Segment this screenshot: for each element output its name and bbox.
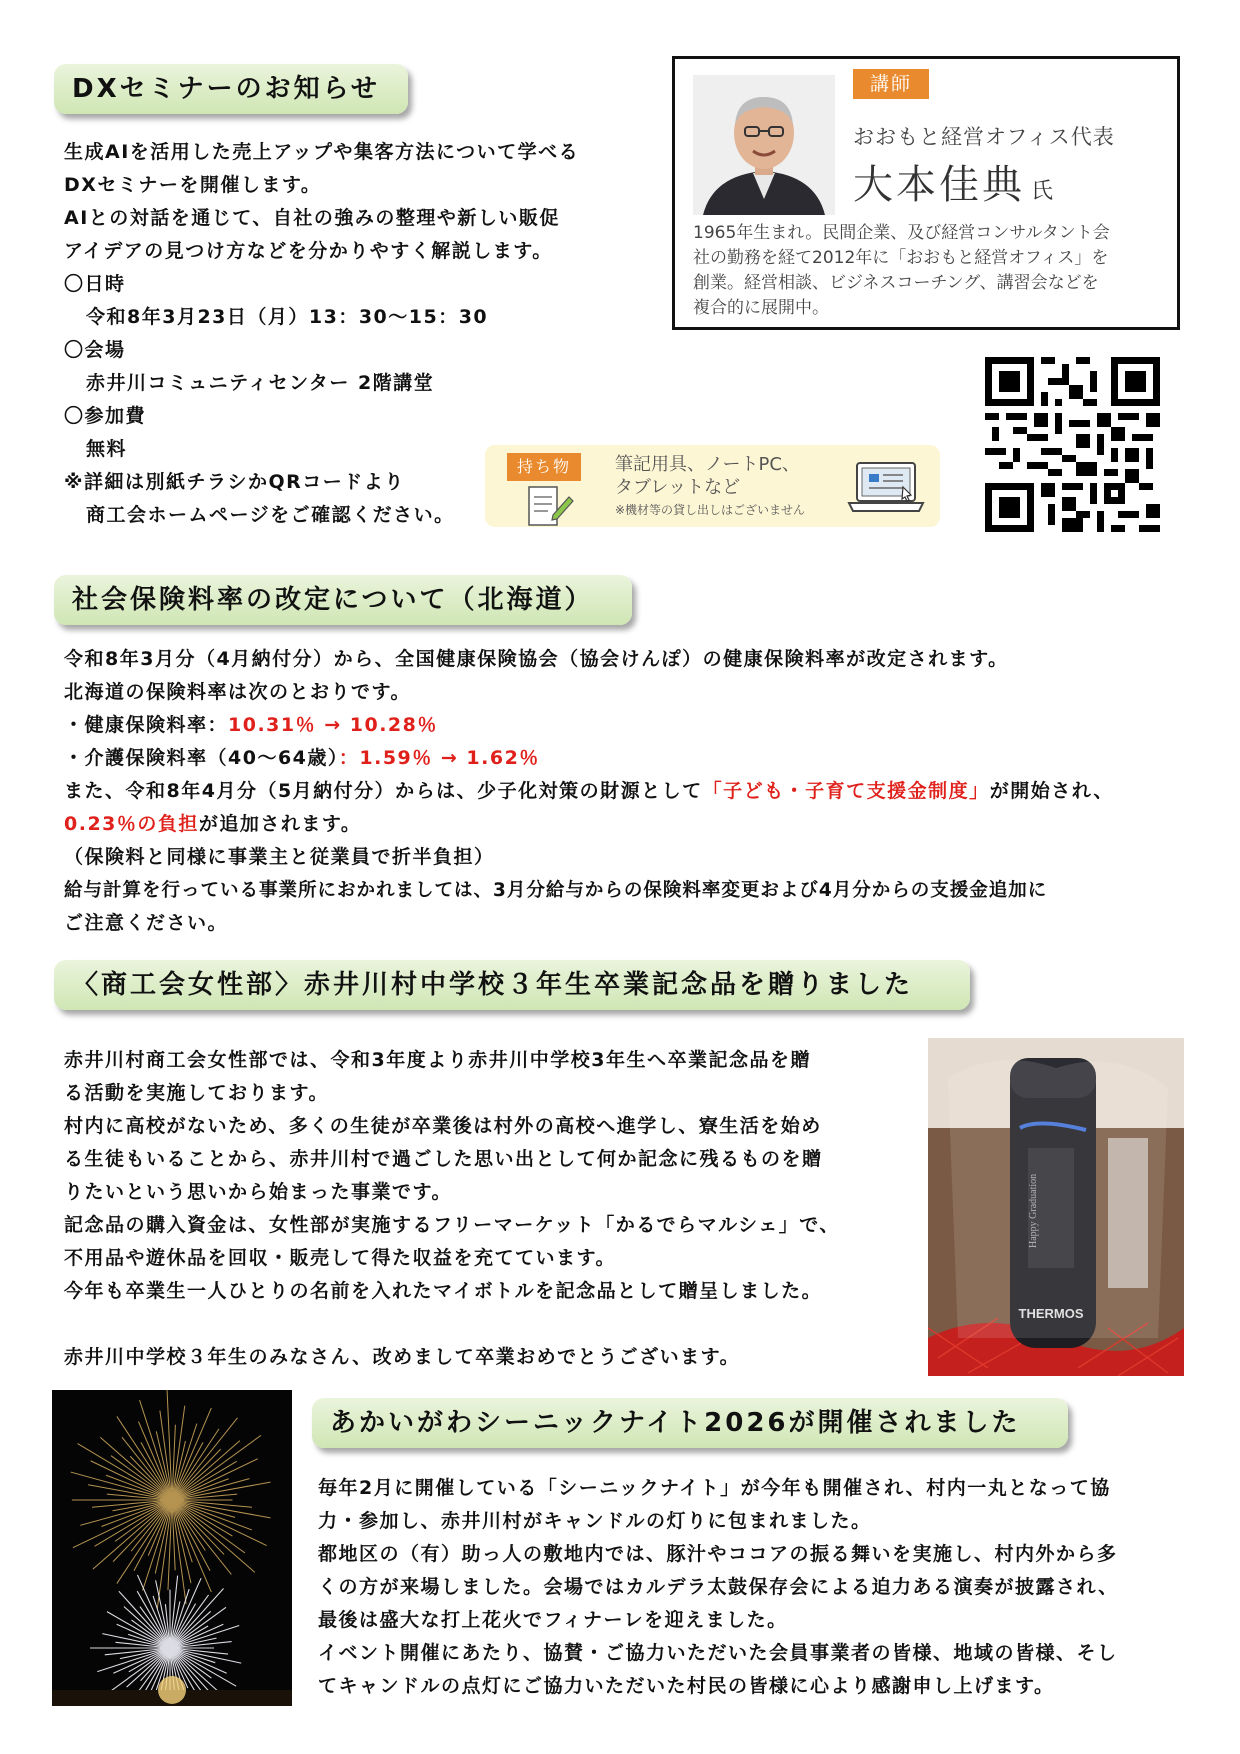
lecturer-bio [693,221,1171,321]
scenic-line: 毎年2月に開催している「シーニックナイト」が今年も開催され、村内一丸となって協 [318,1477,1111,1499]
bottle-photo [928,1038,1184,1376]
scenic-line: イベント開催にあたり、協賛・ご協力いただいた会員事業者の皆様、地域の皆様、そし [318,1642,1118,1664]
scenic-section-title: あかいがわシーニックナイト2026が開催されました [312,1398,1068,1448]
dx-note: 商工会ホームページをご確認ください。 [86,504,455,526]
women-line: る生徒もいることから、赤井川村で過ごした思い出として何か記念に残るものを贈 [64,1148,823,1170]
women-line: 記念品の購入資金は、女性部が実施するフリーマーケット「かるでらマルシェ」で、 [64,1214,840,1236]
insurance-line [64,808,1114,841]
bottle-engraving: Happy Graduation [1028,1173,1039,1248]
scenic-line: くの方が来場しました。会場ではカルデラ太鼓保存会による迫力ある演奏が披露され、 [318,1576,1119,1598]
women-line: 村内に高校がないため、多くの生徒が卒業後は村外の高校へ進学し、寮生活を始め [64,1115,822,1137]
bottle-brand: THERMOS [1018,1306,1084,1321]
insurance-text: また、令和8年4月分（5月納付分）からは、少子化対策の財源として [64,780,703,802]
scenic-line: 最後は盛大な打上花火でフィナーレを迎えました。 [318,1609,788,1631]
women-line: 不用品や遊休品を回収・販売して得た収益を充てています。 [64,1247,616,1269]
insurance-text: が追加されます。 [198,813,362,835]
insurance-line: 給与計算を行っている事業所におかれましては、3月分給与からの保険料率変更および4月分からの支援金追加に [64,880,1048,901]
health-rate [64,709,1114,742]
lecturer-box [672,56,1180,330]
lecturer-bio-line: 社の勤務を経て2012年に「おおもと経営オフィス」を [693,248,1109,268]
belongings-box [485,445,940,527]
women-section-title: 〈商工会女性部〉赤井川村中学校３年生卒業記念品を贈りました [54,960,970,1010]
women-line: 今年も卒業生一人ひとりの名前を入れたマイボトルを記念品として贈呈しました。 [64,1280,823,1302]
insurance-line: ご注意ください。 [64,912,229,934]
support-system-name: 「子ども・子育て支援金制度」 [702,780,990,802]
dx-intro-line: AIとの対話を通じて、自社の強みの整理や新しい販促 [64,207,560,229]
belongings-note: ※機材等の貸し出しはございません [615,503,806,517]
women-line: る活動を実施しております。 [64,1082,329,1104]
scenic-line: てキャンドルの点灯にご協力いただいた村民の皆様に心より感謝申し上げます。 [318,1675,1055,1697]
insurance-body [64,643,1114,940]
fireworks-photo [52,1390,292,1706]
insurance-line: 令和8年3月分（4月納付分）から、全国健康保険協会（協会けんぽ）の健康保険料率が改定されます。 [64,648,1009,670]
dx-date-label: 〇日時 [64,273,126,295]
women-line: 赤井川村商工会女性部では、令和3年度より赤井川中学校3年生へ卒業記念品を贈 [64,1049,811,1071]
dx-venue-label: 〇会場 [64,339,126,361]
women-closing: 赤井川中学校３年生のみなさん、改めまして卒業おめでとうございます。 [64,1346,741,1368]
insurance-line [64,775,1114,808]
belongings-text [615,453,805,522]
dx-date-value: 令和8年3月23日（月）13：30〜15：30 [86,306,489,328]
health-rate-value: 10.31％ → 10.28％ [228,714,438,736]
laptop-icon [845,459,927,517]
dx-intro-line: アイデアの見つけ方などを分かりやすく解説します。 [64,240,553,262]
insurance-section-title: 社会保険料率の改定について（北海道） [54,575,632,625]
care-rate [64,742,1114,775]
dx-section-title: DXセミナーのお知らせ [54,64,408,114]
lecturer-name-suffix: 氏 [1031,179,1054,204]
dx-intro-line: 生成AIを活用した売上アップや集客方法について学べる [64,141,580,163]
lecturer-portrait [693,75,835,215]
care-rate-label: ・介護保険料率（40〜64歳） [64,747,339,769]
insurance-line: （保険料と同様に事業主と従業員で折半負担） [64,846,495,868]
scenic-line: 力・参加し、赤井川村がキャンドルの灯りに包まれました。 [318,1510,872,1532]
health-rate-label: ・健康保険料率： [64,714,229,736]
scenic-body [318,1472,1119,1703]
lecturer-bio-line: 創業。経営相談、ビジネスコーチング、講習会などを [693,273,1099,293]
women-line [64,1308,840,1341]
insurance-line: 北海道の保険料率は次のとおりです。 [64,681,411,703]
belongings-line: 筆記用具、ノートPC、 [615,454,800,475]
lecturer-org: おおもと経営オフィス代表 [853,125,1115,149]
women-line: りたいという思いから始まった事業です。 [64,1181,452,1203]
women-body [64,1044,840,1374]
dx-fee-label: 〇参加費 [64,405,147,427]
lecturer-name [853,153,1053,210]
notepad-icon [523,485,575,527]
belongings-badge: 持ち物 [507,453,581,481]
lecturer-badge: 講師 [853,69,929,99]
support-burden: 0.23％の負担 [64,813,199,835]
qr-code[interactable] [985,357,1160,532]
insurance-text: が開始され、 [989,780,1114,802]
dx-venue-value: 赤井川コミュニティセンター 2階講堂 [86,372,435,394]
belongings-line: タブレットなど [615,477,741,498]
dx-intro-line: DXセミナーを開催します。 [64,174,322,196]
dx-note: ※詳細は別紙チラシかQRコードより [64,471,405,493]
care-rate-value: ：1.59％ → 1.62％ [338,747,540,769]
lecturer-bio-line: 1965年生まれ。民間企業、及び経営コンサルタント会 [693,223,1110,243]
dx-fee-value: 無料 [86,438,128,460]
lecturer-bio-line: 複合的に展開中。 [693,298,829,318]
lecturer-name-text: 大本佳典 [853,162,1025,208]
scenic-line: 都地区の（有）助っ人の敷地内では、豚汁やココアの振る舞いを実施し、村内外から多 [318,1543,1118,1565]
